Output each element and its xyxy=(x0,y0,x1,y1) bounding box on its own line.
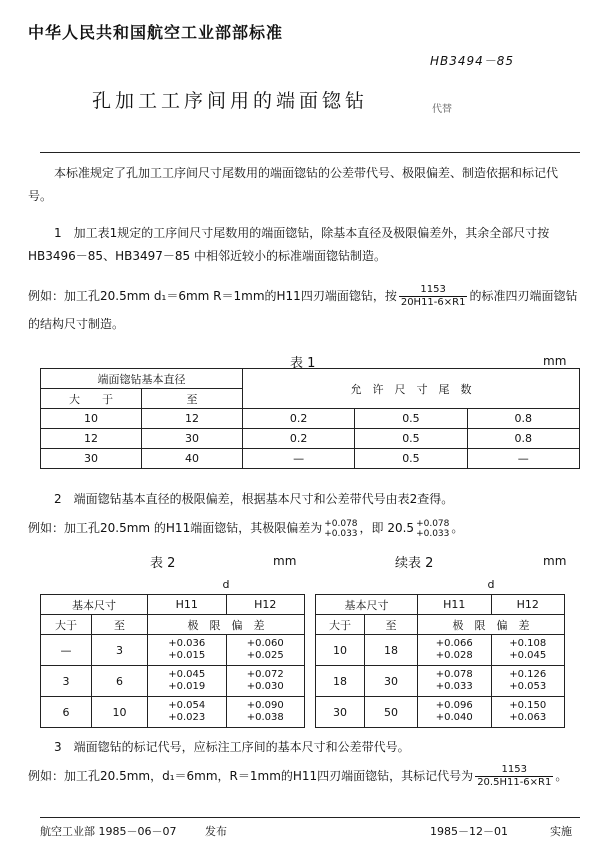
document-title: 孔加工工序间用的端面锪钻 xyxy=(92,90,369,112)
lower-deviation: +0.063 xyxy=(509,712,547,723)
clause-1-example-text: 例如：加工孔20.5mm d₁＝6mm R＝1mm的H11四刃端面锪钻，按 xyxy=(28,289,397,303)
table-cell xyxy=(491,697,565,728)
table-cell: 0.8 xyxy=(467,409,579,429)
clause-3-example xyxy=(28,762,580,790)
marking-fraction-2 xyxy=(475,764,553,789)
table-cell: 0.2 xyxy=(243,409,355,429)
lower-deviation: +0.053 xyxy=(509,681,547,692)
table-1-head-to: 至 xyxy=(142,389,243,409)
table-cell: 0.2 xyxy=(243,429,355,449)
lower-deviation: +0.033 xyxy=(324,528,358,539)
clause-3-end: 。 xyxy=(555,769,568,783)
table-2-h11: H11 xyxy=(148,595,227,615)
table-cell: 0.5 xyxy=(355,429,467,449)
footer-rule xyxy=(40,817,580,818)
table-cell: — xyxy=(467,449,579,469)
table-cell xyxy=(491,635,565,666)
table-2-basic: 基本尺寸 xyxy=(41,595,148,615)
standard-code: HB3494－85 xyxy=(430,54,515,68)
table-cell: — xyxy=(41,635,92,666)
table-cell: 10 xyxy=(316,635,365,666)
replace-label: 代替 xyxy=(432,104,452,115)
upper-deviation: +0.060 xyxy=(246,638,284,649)
lower-deviation: +0.033 xyxy=(435,681,473,692)
upper-deviation: +0.078 xyxy=(435,669,473,680)
table-3-basic: 基本尺寸 xyxy=(316,595,418,615)
table-cell: 10 xyxy=(41,409,142,429)
lower-deviation: +0.038 xyxy=(246,712,284,723)
table-3-d: d xyxy=(418,575,565,595)
upper-deviation: +0.090 xyxy=(246,700,284,711)
table-2-to: 至 xyxy=(92,615,148,635)
table-cell: 30 xyxy=(142,429,243,449)
table-cell: 18 xyxy=(316,666,365,697)
lower-deviation: +0.023 xyxy=(168,712,206,723)
table-1-head-from: 大 于 xyxy=(41,389,142,409)
upper-deviation: +0.150 xyxy=(509,700,547,711)
deviation-pair xyxy=(324,519,357,539)
upper-deviation: +0.066 xyxy=(435,638,473,649)
table-cell: 30 xyxy=(365,666,418,697)
lower-deviation: +0.019 xyxy=(168,681,206,692)
header-rule xyxy=(40,152,580,153)
implement-date: 1985－12－01 xyxy=(430,825,508,838)
table-cell xyxy=(148,635,227,666)
fraction-denominator: 20.5H11-6×R1 xyxy=(477,777,552,788)
intro-paragraph: 本标准规定了孔加工工序间尺寸尾数用的端面锪钻的公差带代号、极限偏差、制造依据和标记代号。 xyxy=(28,166,559,203)
table-2-limit: 极 限 偏 差 xyxy=(148,615,305,635)
upper-deviation: +0.078 xyxy=(416,518,450,529)
table-row xyxy=(316,635,565,666)
table-cell: 6 xyxy=(92,666,148,697)
table-cell: 3 xyxy=(92,635,148,666)
clause-1: 1 加工表1规定的工序间尺寸尾数用的端面锪钻，除基本直径及极限偏差外，其余全部尺寸按HB3496－85、HB3497－85 中相邻近较小的标准端面锪钻制造。 xyxy=(28,226,550,263)
table-1-caption: 表 1 xyxy=(290,356,316,371)
table-2 xyxy=(40,575,305,728)
table-1-head-allowed: 允 许 尺 寸 尾 数 xyxy=(243,369,580,409)
clause-2-end: 。 xyxy=(451,521,464,535)
clause-2-example-mid: ，即 20.5 xyxy=(359,521,415,535)
table-2-d: d xyxy=(148,575,305,595)
upper-deviation: +0.078 xyxy=(324,518,358,529)
table-cell xyxy=(418,666,492,697)
table-row xyxy=(41,449,580,469)
fraction-numerator: 1153 xyxy=(475,764,553,777)
table-cell: 12 xyxy=(41,429,142,449)
table-cell: 3 xyxy=(41,666,92,697)
table-row xyxy=(41,697,305,728)
table-row xyxy=(316,666,565,697)
deviation-pair-2 xyxy=(416,519,449,539)
issuing-org: 中华人民共和国航空工业部部标准 xyxy=(28,23,284,42)
table-cell: 30 xyxy=(41,449,142,469)
clause-3-example-text: 例如：加工孔20.5mm，d₁＝6mm，R＝1mm的H11四刃端面锪钻，其标记代号为 xyxy=(28,769,474,783)
upper-deviation: +0.054 xyxy=(168,700,206,711)
table-cell: 30 xyxy=(316,697,365,728)
table-cell: 10 xyxy=(92,697,148,728)
table-3-to: 至 xyxy=(365,615,418,635)
table-row xyxy=(41,409,580,429)
table-3-h11: H11 xyxy=(418,595,492,615)
table-row xyxy=(316,697,565,728)
table-2-caption: 表 2 xyxy=(150,556,176,571)
upper-deviation: +0.126 xyxy=(509,669,547,680)
table-3-from: 大于 xyxy=(316,615,365,635)
table-cell: 0.5 xyxy=(355,409,467,429)
table-2-h12: H12 xyxy=(226,595,305,615)
clause-2-example-text: 例如：加工孔20.5mm 的H11端面锪钻，其极限偏差为 xyxy=(28,521,323,535)
table-cell xyxy=(148,666,227,697)
table-cell: 12 xyxy=(142,409,243,429)
lower-deviation: +0.028 xyxy=(435,650,473,661)
table-1-head-group: 端面锪钻基本直径 xyxy=(41,369,243,389)
table-cell xyxy=(418,635,492,666)
table-row xyxy=(41,635,305,666)
table-cell xyxy=(491,666,565,697)
table-cell xyxy=(418,697,492,728)
table-cell: 40 xyxy=(142,449,243,469)
marking-fraction xyxy=(399,284,468,309)
table-cell: 50 xyxy=(365,697,418,728)
table-cell: 0.5 xyxy=(355,449,467,469)
lower-deviation: +0.030 xyxy=(246,681,284,692)
table-cell: 0.8 xyxy=(467,429,579,449)
table-2-unit: mm xyxy=(273,554,297,568)
table-3-caption: 续表 2 xyxy=(395,556,434,571)
clause-1-example xyxy=(28,282,580,338)
clause-2: 2 端面锪钻基本直径的极限偏差，根据基本尺寸和公差带代号由表2查得。 xyxy=(54,492,454,506)
clause-2-example xyxy=(28,514,580,542)
table-3-unit: mm xyxy=(543,554,567,568)
table-1-unit: mm xyxy=(543,354,567,368)
table-cell xyxy=(148,697,227,728)
fraction-numerator: 1153 xyxy=(399,284,468,297)
lower-deviation: +0.015 xyxy=(168,650,206,661)
upper-deviation: +0.072 xyxy=(246,669,284,680)
lower-deviation: +0.033 xyxy=(416,528,450,539)
table-cell: 6 xyxy=(41,697,92,728)
table-row xyxy=(41,666,305,697)
lower-deviation: +0.045 xyxy=(509,650,547,661)
issuer-date: 航空工业部 1985－06－07 xyxy=(40,825,177,838)
table-cell xyxy=(226,635,305,666)
table-cell: — xyxy=(243,449,355,469)
table-row xyxy=(41,429,580,449)
table-2-from: 大于 xyxy=(41,615,92,635)
lower-deviation: +0.025 xyxy=(246,650,284,661)
upper-deviation: +0.036 xyxy=(168,638,206,649)
upper-deviation: +0.045 xyxy=(168,669,206,680)
fraction-denominator: 20H11-6×R1 xyxy=(400,297,466,308)
clause-1-example-tail: 的标准四刃端面锪钻的结构尺寸制造。 xyxy=(28,289,578,331)
table-cell xyxy=(226,697,305,728)
table-3-limit: 极 限 偏 差 xyxy=(418,615,565,635)
clause-3: 3 端面锪钻的标记代号，应标注工序间的基本尺寸和公差带代号。 xyxy=(54,740,410,754)
table-cell xyxy=(226,666,305,697)
lower-deviation: +0.040 xyxy=(435,712,473,723)
table-1 xyxy=(40,368,580,469)
implement-label: 实施 xyxy=(550,825,572,838)
table-2-continued xyxy=(315,575,565,728)
table-cell: 18 xyxy=(365,635,418,666)
upper-deviation: +0.108 xyxy=(509,638,547,649)
publish-label: 发布 xyxy=(205,825,227,838)
table-3-h12: H12 xyxy=(491,595,565,615)
upper-deviation: +0.096 xyxy=(435,700,473,711)
